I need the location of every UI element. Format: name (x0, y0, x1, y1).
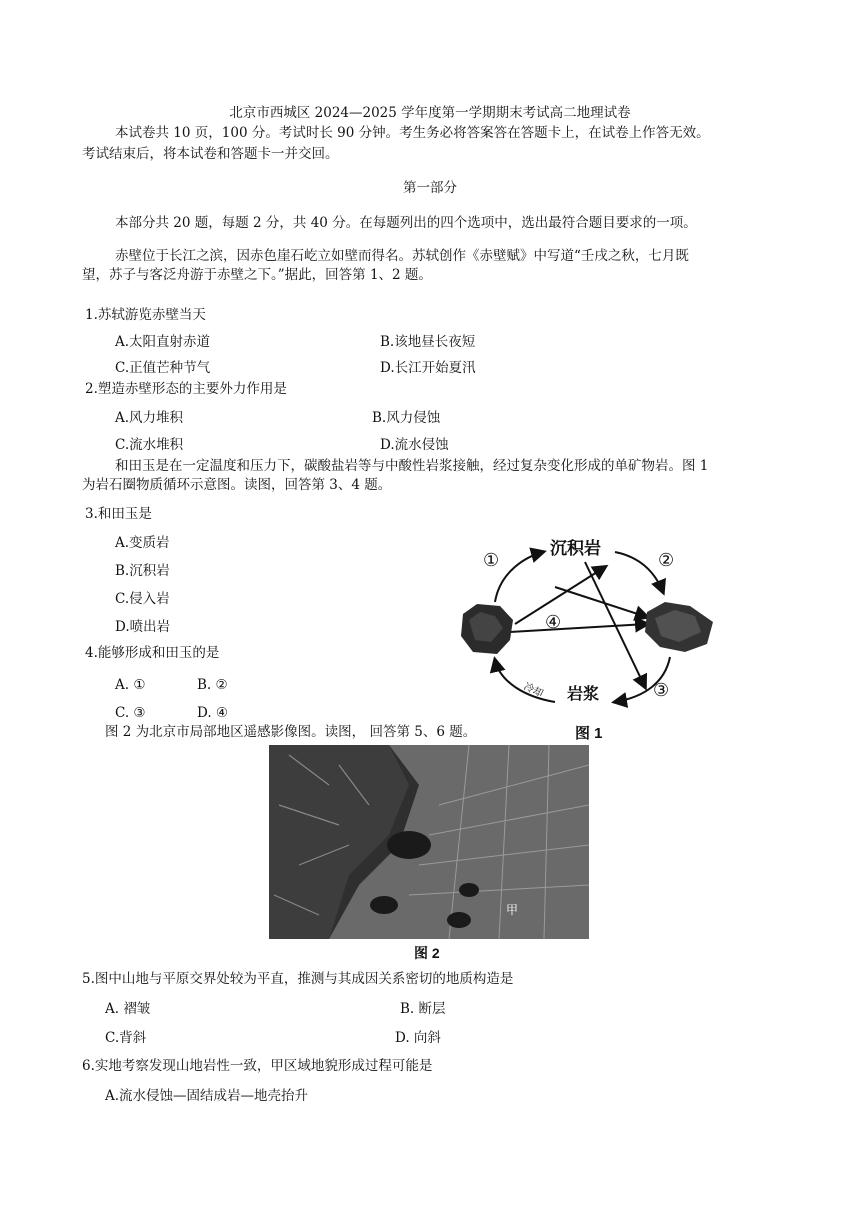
q1-option-a[interactable]: A.太阳直射赤道 (115, 334, 211, 350)
q5-option-b[interactable]: B. 断层 (400, 1001, 446, 1017)
question-6-stem: 6.实地考察发现山地岩性一致，甲区域地貌形成过程可能是 (82, 1058, 433, 1074)
question-2-stem: 2.塑造赤壁形态的主要外力作用是 (85, 381, 287, 397)
intro-line-1: 本试卷共 10 页，100 分。考试时长 90 分钟。考生务必将答案答在答题卡上，在试卷上作答无效。 (115, 125, 710, 141)
arrow-sediment-to-right (615, 552, 663, 592)
marker-2: ② (658, 550, 675, 571)
figure-1-caption: 图 1 (575, 725, 603, 742)
figure-2-caption: 图 2 (414, 945, 440, 961)
q5-option-c[interactable]: C.背斜 (105, 1030, 147, 1046)
q2-option-b[interactable]: B.风力侵蚀 (372, 410, 441, 426)
cooling-label: 冷却 (521, 681, 545, 700)
sedimentary-rock-label: 沉积岩 (550, 539, 601, 558)
q4-option-d[interactable]: D. ④ (197, 705, 229, 721)
exam-title: 北京市西城区 2024—2025 学年度第一学期期末考试高二地理试卷 (229, 105, 631, 121)
q3-option-b[interactable]: B.沉积岩 (115, 563, 170, 579)
passage2-line-2: 为岩石圈物质循环示意图。读图，回答第 3、4 题。 (82, 477, 392, 493)
q2-option-d[interactable]: D.流水侵蚀 (380, 437, 449, 453)
q3-option-a[interactable]: A.变质岩 (115, 535, 170, 551)
q1-option-b[interactable]: B.该地昼长夜短 (380, 334, 476, 350)
marker-3: ③ (653, 680, 670, 701)
intro-line-2: 考试结束后，将本试卷和答题卡一并交回。 (82, 146, 339, 162)
marker-4: ④ (545, 612, 562, 633)
section-instruction: 本部分共 20 题，每题 2 分，共 40 分。在每题列出的四个选项中，选出最符合题目要求的一项。 (115, 215, 697, 231)
q3-option-d[interactable]: D.喷出岩 (115, 619, 171, 635)
area-marker-jia: 甲 (506, 903, 519, 917)
q1-option-d[interactable]: D.长江开始夏汛 (380, 360, 476, 376)
marker-1: ① (483, 550, 500, 571)
passage1-line-2: 望，苏子与客泛舟游于赤壁之下。”据此，回答第 1、2 题。 (82, 267, 432, 283)
question-3-stem: 3.和田玉是 (85, 506, 152, 522)
q2-option-c[interactable]: C.流水堆积 (115, 437, 184, 453)
arrow-to-right-rock (555, 587, 647, 617)
arrow-left-to-right (510, 624, 647, 632)
passage2-line-1: 和田玉是在一定温度和压力下，碳酸盐岩等与中酸性岩浆接触，经过复杂变化形成的单矿物岩。图 1 (115, 458, 709, 474)
passage3: 图 2 为北京市局部地区遥感影像图。读图， 回答第 5、6 题。 (105, 724, 477, 740)
q6-option-a[interactable]: A.流水侵蚀—固结成岩—地壳抬升 (105, 1088, 309, 1104)
q4-option-b[interactable]: B. ② (197, 677, 228, 693)
q5-option-a[interactable]: A. 褶皱 (105, 1001, 151, 1017)
q5-option-d[interactable]: D. 向斜 (395, 1030, 441, 1046)
question-4-stem: 4.能够形成和田玉的是 (85, 645, 220, 661)
q1-option-c[interactable]: C.正值芒种节气 (115, 360, 211, 376)
q2-option-a[interactable]: A.风力堆积 (115, 410, 184, 426)
magma-label: 岩浆 (567, 686, 600, 703)
question-1-stem: 1.苏轼游览赤壁当天 (85, 307, 206, 323)
q4-option-c[interactable]: C. ③ (115, 705, 146, 721)
remote-sensing-image (269, 745, 589, 939)
q3-option-c[interactable]: C.侵入岩 (115, 591, 170, 607)
section-title: 第一部分 (403, 180, 457, 196)
q4-option-a[interactable]: A. ① (115, 677, 146, 693)
question-5-stem: 5.图中山地与平原交界处较为平直，推测与其成因关系密切的地质构造是 (82, 971, 514, 987)
rock-cycle-diagram (455, 532, 725, 742)
arrow-left-to-sediment (495, 552, 543, 602)
passage1-line-1: 赤壁位于长江之滨，因赤色崖石屹立如壁而得名。苏轼创作《赤壁赋》中写道“壬戌之秋，七月既 (115, 248, 689, 264)
